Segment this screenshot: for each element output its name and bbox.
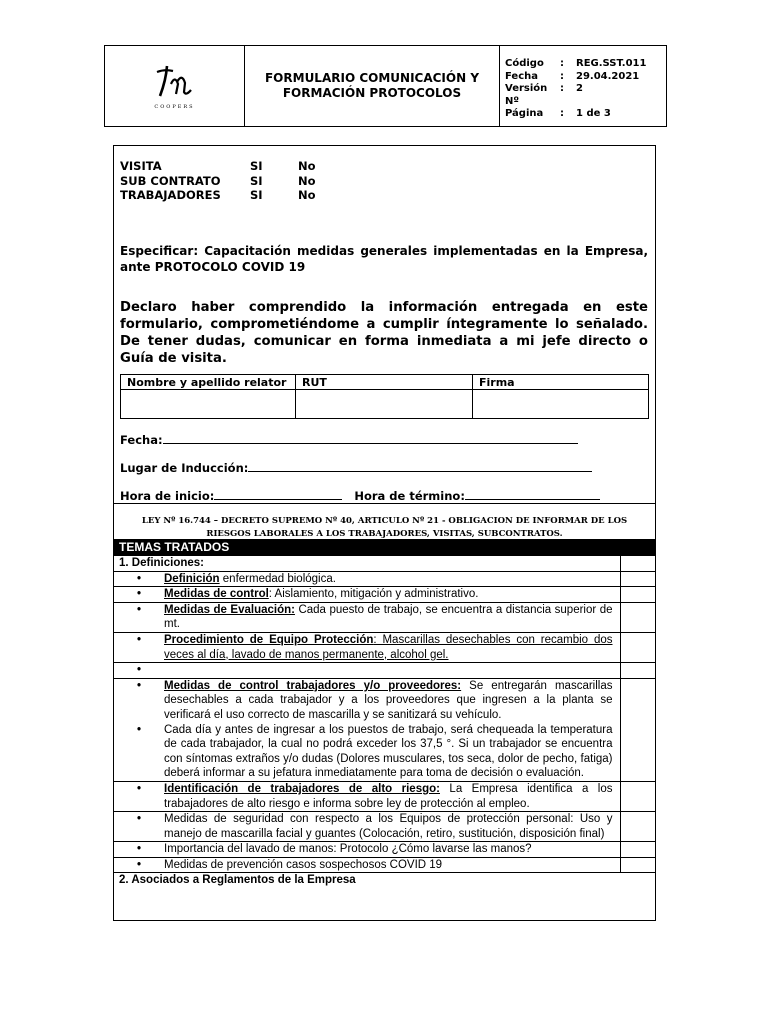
col-firma-header: Firma	[473, 375, 649, 390]
temas-tratados-table	[114, 539, 655, 888]
nombre-input-cell[interactable]	[121, 390, 296, 419]
check-cell[interactable]	[620, 571, 655, 587]
list-item: • Procedimiento de Equipo Protección: Mascarillas desechables con recambio dos veces al día, lavado de manos permanente, alcohol gel.	[114, 632, 620, 662]
option-visita[interactable]: VISITA SI No	[120, 159, 316, 173]
list-item: • Medidas de seguridad con respecto a los Equipos de protección personal: Uso y manejo de mascarilla facial y guantes (Colocación, retiro, sustitución, disposición final)	[114, 812, 620, 842]
horario-fields[interactable]: Hora de inicio: Hora de término:	[120, 489, 600, 503]
check-cell[interactable]	[620, 587, 655, 603]
check-cell[interactable]	[620, 857, 655, 873]
tn-logo-icon	[151, 62, 199, 102]
list-item: • Medidas de control: Aislamiento, mitigación y administrativo.	[114, 587, 620, 603]
list-item: • Medidas de Evaluación: Cada puesto de trabajo, se encuentra a distancia superior de mt.	[114, 602, 620, 632]
logo-subtitle: COOPERS	[154, 104, 195, 110]
fecha-field[interactable]: Fecha:	[120, 433, 578, 447]
form-body	[113, 145, 656, 921]
company-logo	[105, 46, 245, 126]
col-nombre-header: Nombre y apellido relator	[121, 375, 296, 390]
relator-signature-table	[120, 374, 649, 419]
option-subcontrato[interactable]: SUB CONTRATO SI No	[120, 173, 316, 188]
meta-fecha: Fecha : 29.04.2021	[505, 70, 640, 82]
list-item: • Identificación de trabajadores de alto riesgo: La Empresa identifica a los trabajadores de alto riesgo e informa sobre ley de protección al empleo.	[114, 781, 620, 811]
check-cell[interactable]	[620, 663, 655, 679]
firma-input-cell[interactable]	[473, 390, 649, 419]
temas-header: TEMAS TRATADOS	[114, 540, 655, 556]
check-cell[interactable]	[620, 842, 655, 858]
col-rut-header: RUT	[296, 375, 473, 390]
document-header	[104, 45, 667, 127]
meta-pagina: Página : 1 de 3	[505, 108, 611, 119]
section-reglamentos: 2. Asociados a Reglamentos de la Empresa	[114, 873, 655, 888]
check-cell[interactable]	[620, 812, 655, 842]
check-cell[interactable]	[620, 556, 655, 572]
declaration-text: Declaro haber comprendido la información entregada en este formulario, comprometiéndome a cumplir íntegramente lo señalado. De tener dudas, comunicar en forma inmediata a mi jefe directo o Guía de visita.	[120, 300, 648, 366]
section-divider	[114, 503, 655, 504]
list-item: • Medidas de prevención casos sospechosos COVID 19	[114, 857, 620, 873]
section-definiciones: 1. Definiciones:	[114, 556, 620, 572]
legal-reference: LEY Nº 16.744 – DECRETO SUPREMO Nº 40, ARTICULO Nº 21 - OBLIGACION DE INFORMAR DE LOS RIESGOS LABORALES A LOS TRABAJADORES, VISITAS, SUBCONTRATOS.	[141, 516, 628, 539]
document-meta	[500, 46, 666, 126]
lugar-induccion-field[interactable]: Lugar de Inducción:	[120, 461, 592, 475]
rut-input-cell[interactable]	[296, 390, 473, 419]
list-item: • Importancia del lavado de manos: Protocolo ¿Cómo lavarse las manos?	[114, 842, 620, 858]
option-trabajadores[interactable]: TRABAJADORES SI No	[120, 188, 316, 202]
list-item: • Definición enfermedad biológica.	[114, 571, 620, 587]
check-cell[interactable]	[620, 602, 655, 632]
meta-version: Versión Nº : 2	[505, 83, 583, 107]
especificar-text: Especificar: Capacitación medidas generales implementadas en la Empresa, ante PROTOCOLO COVID 19	[120, 244, 648, 274]
meta-codigo: Código : REG.SST.011	[505, 58, 647, 69]
check-cell[interactable]	[620, 632, 655, 662]
list-item-empty: •	[114, 663, 620, 679]
form-title: FORMULARIO COMUNICACIÓN Y FORMACIÓN PROTOCOLOS	[245, 46, 500, 126]
check-cell[interactable]	[620, 678, 655, 781]
visitor-type-options	[120, 159, 316, 203]
check-cell[interactable]	[620, 781, 655, 811]
list-item: • Medidas de control trabajadores y/o proveedores: Se entregarán mascarillas desechables a cada trabajador y a los proveedores que ingresen a la planta se verificará el uso correcto de mascarilla y se sanitizará su vehículo. • Cada día y antes de ingresar a los puestos de trabajo, será chequeada la temperatura de cada trabajador, la cual no podrá exceder los 37,5 °. Si un trabajador se encuentra con síntomas extraños y/o dudas (Dolores musculares, tos seca, dolor de pecho, fatiga) deberá informar a su jefatura inmediatamente para toma de decisión o evaluación.	[114, 678, 620, 781]
